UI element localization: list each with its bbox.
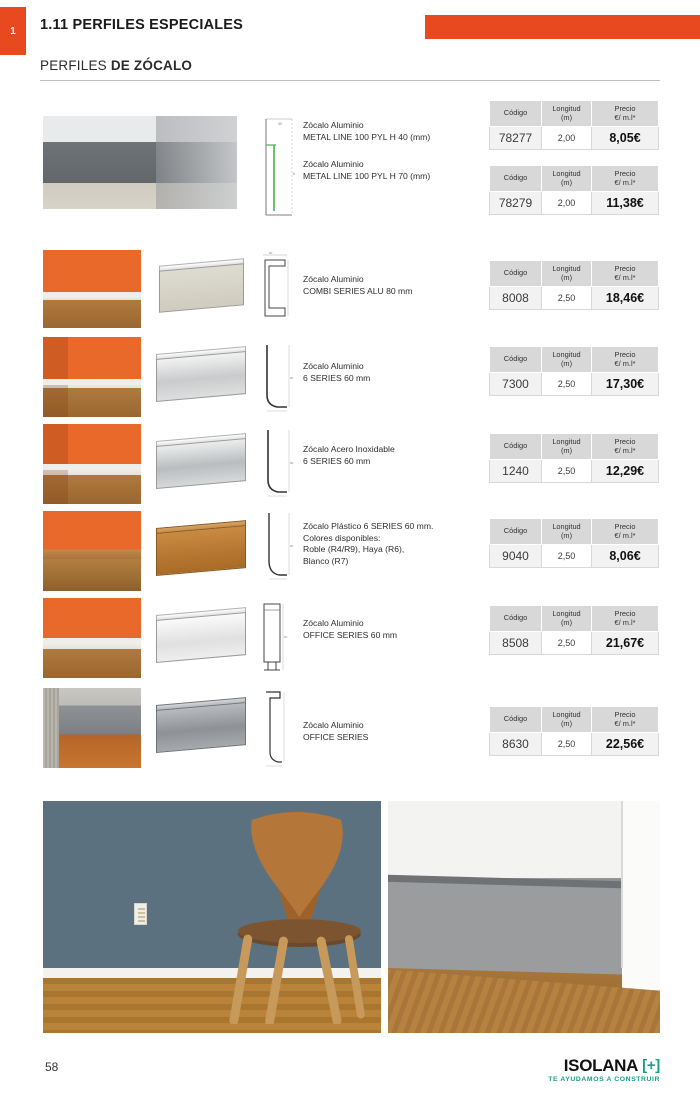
desc-line: COMBI SERIES ALU 80 mm — [303, 285, 413, 296]
table-header-row — [490, 707, 659, 733]
desc-line: METAL LINE 100 PYL H 40 (mm) — [303, 131, 431, 142]
product-description — [303, 120, 483, 143]
price-line2: €/ m.l* — [614, 617, 636, 627]
price-table — [489, 260, 659, 310]
chair-illustration — [222, 810, 371, 1023]
product-photo — [43, 688, 141, 768]
product-description — [303, 274, 483, 297]
desc-line: Zócalo Aluminio — [303, 120, 364, 130]
cell-price: 18,46€ — [592, 287, 659, 310]
technical-drawing — [255, 337, 295, 417]
product-render — [155, 250, 247, 328]
product-render — [152, 598, 250, 678]
price-line2: €/ m.l* — [614, 530, 636, 540]
product-row — [0, 337, 700, 419]
technical-drawing — [255, 250, 295, 328]
photo-wall-panel — [388, 882, 622, 974]
table-header-row — [490, 166, 659, 192]
product-photo — [43, 116, 237, 209]
desc-line: Blanco (R7) — [303, 555, 349, 566]
product-description — [303, 720, 483, 743]
cell-price: 8,06€ — [592, 545, 659, 568]
length-line1: Longitud — [552, 264, 581, 273]
price-line2: €/ m.l* — [614, 272, 636, 282]
logo-wordmark — [548, 1057, 660, 1074]
length-line1: Longitud — [552, 437, 581, 446]
desc-line: Zócalo Aluminio — [303, 720, 364, 730]
col-header-length — [542, 347, 592, 373]
wall-outlet-icon — [134, 903, 147, 925]
subtitle-light: PERFILES — [40, 58, 111, 73]
section-subtitle — [40, 58, 192, 73]
table-row — [490, 460, 659, 483]
col-header-code: Código — [490, 261, 542, 287]
price-line2: €/ m.l* — [614, 177, 636, 187]
table-row — [490, 632, 659, 655]
price-line2: €/ m.l* — [614, 358, 636, 368]
technical-drawing — [255, 511, 295, 591]
cell-code: 7300 — [490, 373, 542, 396]
table-row — [490, 192, 659, 215]
desc-line: Colores disponibles: — [303, 532, 381, 543]
price-line2: €/ m.l* — [614, 445, 636, 455]
chapter-tab: 1 — [0, 7, 26, 55]
length-line2: (m) — [560, 272, 573, 282]
logo-tagline: TE AYUDAMOS A CONSTRUIR — [548, 1076, 660, 1083]
col-header-code: Código — [490, 434, 542, 460]
subtitle-divider — [40, 80, 660, 81]
desc-line: Zócalo Aluminio — [303, 159, 364, 169]
product-render — [152, 424, 250, 504]
cell-length: 2,50 — [542, 460, 592, 483]
length-line1: Longitud — [552, 609, 581, 618]
length-line1: Longitud — [552, 350, 581, 359]
cell-code: 8508 — [490, 632, 542, 655]
length-line2: (m) — [560, 718, 573, 728]
page-title: 1.11 PERFILES ESPECIALES — [40, 17, 244, 33]
price-line2: €/ m.l* — [614, 112, 636, 122]
price-line1: Precio — [614, 350, 636, 359]
product-row — [0, 598, 700, 680]
col-header-length — [542, 166, 592, 192]
price-line1: Precio — [614, 710, 636, 719]
desc-line: 6 SERIES 60 mm — [303, 372, 371, 383]
price-table — [489, 346, 659, 396]
length-line1: Longitud — [552, 169, 581, 178]
product-photo — [43, 511, 141, 591]
col-header-price — [592, 166, 659, 192]
desc-line: Zócalo Aluminio — [303, 618, 364, 628]
technical-drawing — [252, 115, 298, 219]
cell-price: 22,56€ — [592, 733, 659, 756]
technical-drawing — [250, 688, 298, 774]
cell-length: 2,50 — [542, 287, 592, 310]
table-header-row — [490, 347, 659, 373]
cell-length: 2,50 — [542, 373, 592, 396]
col-header-price — [592, 707, 659, 733]
cell-code: 78277 — [490, 127, 542, 150]
price-table — [489, 165, 659, 215]
cell-code: 1240 — [490, 460, 542, 483]
product-row — [0, 688, 700, 774]
desc-line: METAL LINE 100 PYL H 70 (mm) — [303, 170, 431, 181]
desc-line: OFFICE SERIES 60 mm — [303, 629, 398, 640]
desc-line: Zócalo Aluminio — [303, 361, 364, 371]
cell-price: 17,30€ — [592, 373, 659, 396]
product-row — [0, 250, 700, 330]
length-line2: (m) — [560, 530, 573, 540]
length-line2: (m) — [560, 617, 573, 627]
table-header-row — [490, 101, 659, 127]
cell-length: 2,50 — [542, 545, 592, 568]
subtitle-bold: DE ZÓCALO — [110, 58, 193, 73]
table-row — [490, 127, 659, 150]
product-photo — [43, 424, 141, 504]
svg-text:h: h — [293, 172, 295, 176]
cell-length: 2,00 — [542, 192, 592, 215]
table-header-row — [490, 519, 659, 545]
col-header-length — [542, 707, 592, 733]
price-table — [489, 100, 659, 150]
table-row — [490, 373, 659, 396]
svg-text:80: 80 — [269, 251, 273, 255]
product-row — [0, 104, 700, 220]
col-header-price — [592, 261, 659, 287]
cell-price: 21,67€ — [592, 632, 659, 655]
cell-length: 2,50 — [542, 733, 592, 756]
col-header-code: Código — [490, 166, 542, 192]
table-header-row — [490, 606, 659, 632]
product-render — [152, 337, 250, 417]
photo-corner-edge — [621, 801, 623, 968]
product-description — [303, 444, 483, 467]
desc-line: Zócalo Acero Inoxidable — [303, 444, 395, 454]
table-row — [490, 287, 659, 310]
col-header-price — [592, 101, 659, 127]
product-row — [0, 424, 700, 506]
col-header-price — [592, 606, 659, 632]
price-line2: €/ m.l* — [614, 718, 636, 728]
cell-price: 12,29€ — [592, 460, 659, 483]
lifestyle-photo-left — [43, 801, 381, 1033]
technical-drawing — [250, 598, 298, 678]
length-line1: Longitud — [552, 522, 581, 531]
product-photo — [43, 598, 141, 678]
product-description — [303, 521, 483, 567]
svg-text:60: 60 — [284, 635, 288, 639]
photo-wall — [388, 801, 660, 878]
cell-price: 8,05€ — [592, 127, 659, 150]
col-header-price — [592, 347, 659, 373]
price-line1: Precio — [614, 264, 636, 273]
col-header-length — [542, 261, 592, 287]
col-header-code: Código — [490, 606, 542, 632]
product-row — [0, 511, 700, 595]
desc-line: Zócalo Plástico 6 SERIES 60 mm. — [303, 521, 434, 531]
col-header-code: Código — [490, 519, 542, 545]
col-header-price — [592, 519, 659, 545]
price-table — [489, 518, 659, 568]
col-header-code: Código — [490, 101, 542, 127]
logo-plus-badge-icon: [+] — [642, 1057, 660, 1074]
col-header-code: Código — [490, 707, 542, 733]
technical-drawing — [255, 424, 295, 504]
table-row — [490, 545, 659, 568]
price-line1: Precio — [614, 169, 636, 178]
price-table — [489, 433, 659, 483]
product-description — [303, 618, 483, 641]
desc-line: Zócalo Aluminio — [303, 274, 364, 284]
price-line1: Precio — [614, 609, 636, 618]
cell-length: 2,50 — [542, 632, 592, 655]
length-line1: Longitud — [552, 710, 581, 719]
col-header-length — [542, 519, 592, 545]
desc-line: Roble (R4/R9), Haya (R6), — [303, 544, 405, 555]
product-render — [152, 688, 250, 768]
length-line2: (m) — [560, 112, 573, 122]
product-photo — [43, 250, 141, 328]
price-line1: Precio — [614, 437, 636, 446]
table-header-row — [490, 434, 659, 460]
lifestyle-photo-right — [388, 801, 660, 1033]
cell-code: 78279 — [490, 192, 542, 215]
cell-length: 2,00 — [542, 127, 592, 150]
price-table — [489, 605, 659, 655]
length-line2: (m) — [560, 445, 573, 455]
svg-text:40: 40 — [278, 122, 282, 126]
cell-code: 8630 — [490, 733, 542, 756]
product-render — [152, 511, 250, 591]
svg-text:60: 60 — [290, 544, 294, 548]
logo-name: ISOLANA — [563, 1056, 639, 1075]
product-description — [303, 361, 483, 384]
cell-price: 11,38€ — [592, 192, 659, 215]
price-line1: Precio — [614, 522, 636, 531]
col-header-length — [542, 101, 592, 127]
brand-logo — [548, 1057, 660, 1083]
product-photo — [43, 337, 141, 417]
desc-line: 6 SERIES 60 mm — [303, 455, 371, 466]
length-line2: (m) — [560, 358, 573, 368]
cell-code: 9040 — [490, 545, 542, 568]
svg-text:60: 60 — [290, 376, 294, 380]
table-row — [490, 733, 659, 756]
price-table — [489, 706, 659, 756]
table-header-row — [490, 261, 659, 287]
length-line1: Longitud — [552, 104, 581, 113]
length-line2: (m) — [560, 177, 573, 187]
desc-line: OFFICE SERIES — [303, 731, 369, 742]
page-number: 58 — [45, 1060, 59, 1074]
cell-code: 8008 — [490, 287, 542, 310]
svg-text:60: 60 — [290, 461, 294, 465]
col-header-length — [542, 606, 592, 632]
col-header-price — [592, 434, 659, 460]
header-accent-bar — [425, 15, 700, 39]
price-line1: Precio — [614, 104, 636, 113]
col-header-code: Código — [490, 347, 542, 373]
col-header-length — [542, 434, 592, 460]
product-description — [303, 159, 483, 182]
